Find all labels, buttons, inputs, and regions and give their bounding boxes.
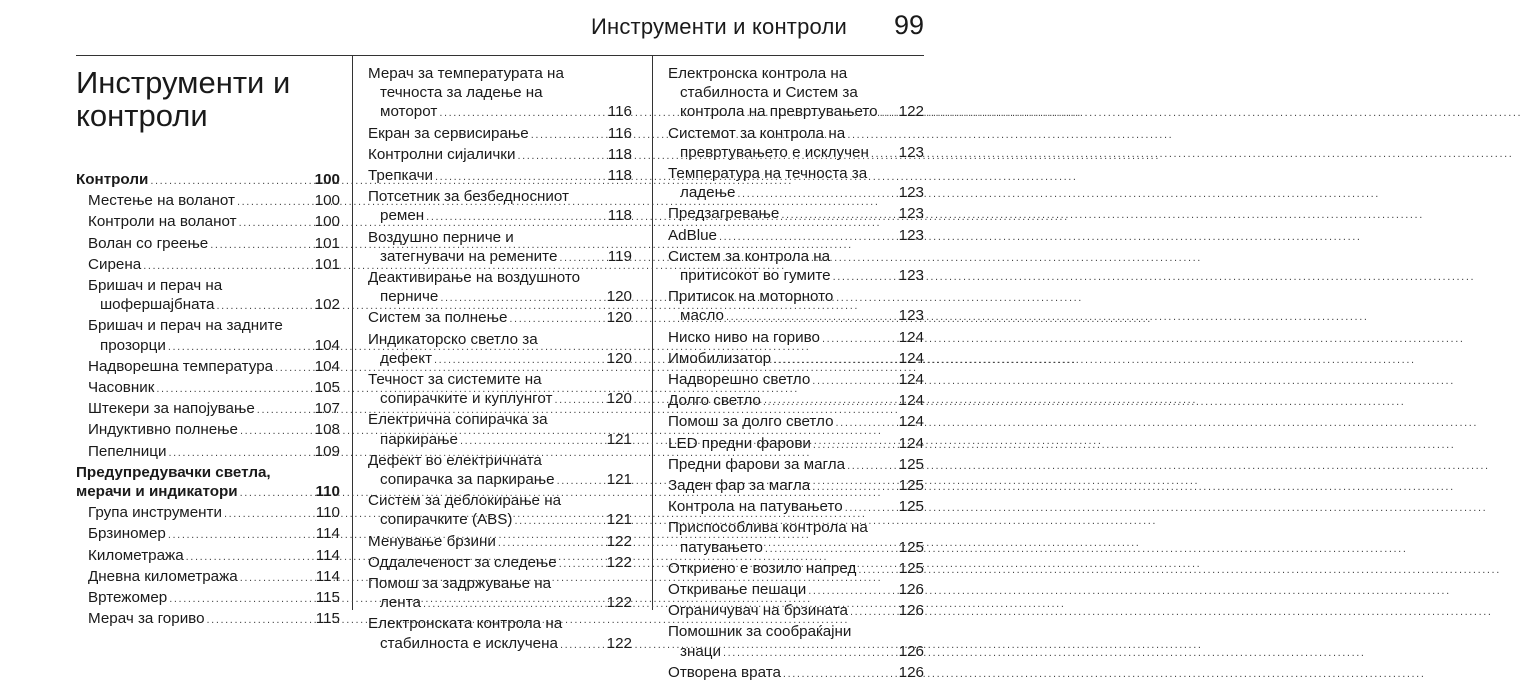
toc-entry-title: Оддалеченост за следење bbox=[368, 553, 557, 571]
toc-page-number: 123 bbox=[898, 226, 924, 244]
toc-column-2 bbox=[368, 64, 632, 655]
toc-entry[interactable] bbox=[668, 124, 924, 164]
toc-page-number: 124 bbox=[898, 371, 924, 389]
toc-entry-title: Притисок на моторното bbox=[668, 288, 834, 306]
toc-entry-title: Штекери за напојување bbox=[88, 400, 255, 418]
toc-entry-title: Часовник bbox=[88, 379, 155, 397]
toc-entry[interactable] bbox=[368, 532, 632, 553]
toc-entry[interactable] bbox=[368, 166, 632, 187]
chapter-title-line: контроли bbox=[76, 98, 208, 133]
toc-page-number: 123 bbox=[898, 267, 924, 285]
toc-entry-title: Местење на воланот bbox=[88, 192, 235, 210]
toc-entry[interactable] bbox=[76, 191, 340, 212]
toc-entry[interactable] bbox=[668, 559, 924, 580]
dot-leader bbox=[168, 444, 312, 463]
dot-leader bbox=[150, 172, 312, 191]
toc-entry[interactable] bbox=[76, 546, 340, 567]
dot-leader bbox=[168, 526, 314, 545]
dot-leader bbox=[763, 393, 897, 412]
dot-leader bbox=[723, 644, 897, 663]
toc-entry-title: Течност за системите на bbox=[368, 371, 542, 389]
dot-leader bbox=[812, 478, 896, 497]
toc-page-number: 124 bbox=[898, 349, 924, 367]
dot-leader bbox=[737, 185, 896, 204]
toc-entry-title: течноста за ладење на bbox=[380, 84, 543, 102]
toc-entry-title: Дефект во електричната bbox=[368, 451, 542, 469]
toc-entry-title: Систем за полнење bbox=[368, 309, 508, 327]
toc-page-number: 107 bbox=[314, 400, 340, 418]
toc-entry[interactable] bbox=[368, 64, 632, 124]
toc-entry[interactable] bbox=[368, 370, 632, 410]
toc-list bbox=[668, 64, 924, 684]
toc-entry[interactable] bbox=[76, 212, 340, 233]
toc-page-number: 119 bbox=[607, 247, 632, 265]
toc-page-number: 109 bbox=[314, 442, 340, 460]
toc-entry-title: Дневна километража bbox=[88, 567, 238, 585]
toc-entry[interactable] bbox=[76, 463, 340, 503]
toc-entry[interactable] bbox=[668, 580, 924, 601]
toc-entry-title: прозорци bbox=[100, 336, 166, 354]
toc-entry-title: Мерач за гориво bbox=[88, 610, 205, 628]
toc-entry-title: масло bbox=[680, 307, 724, 325]
toc-entry[interactable] bbox=[368, 491, 632, 531]
toc-entry-title: Систем за деблокирање на bbox=[368, 492, 562, 510]
dot-leader bbox=[531, 126, 606, 145]
dot-leader bbox=[143, 257, 312, 276]
toc-entry-title: шофершајбната bbox=[100, 296, 215, 314]
dot-leader bbox=[275, 359, 313, 378]
dot-leader bbox=[871, 145, 897, 164]
toc-entry-title: Група инструменти bbox=[88, 504, 222, 522]
toc-entry[interactable] bbox=[668, 476, 924, 497]
dot-leader bbox=[850, 603, 897, 622]
dot-leader bbox=[239, 214, 313, 233]
toc-entry-title: притисокот во гумите bbox=[680, 267, 831, 285]
toc-entry[interactable] bbox=[668, 391, 924, 412]
toc-entry-title: AdBlue bbox=[668, 226, 717, 244]
toc-entry[interactable] bbox=[668, 226, 924, 247]
toc-entry[interactable] bbox=[668, 247, 924, 287]
dot-leader bbox=[207, 611, 314, 630]
toc-entry-title: Помош за задржување на bbox=[368, 575, 552, 593]
toc-page-number: 124 bbox=[898, 434, 924, 452]
dot-leader bbox=[845, 499, 897, 518]
toc-page-number: 100 bbox=[314, 192, 340, 210]
dot-leader bbox=[517, 147, 605, 166]
toc-entry[interactable] bbox=[668, 349, 924, 370]
toc-page-number: 110 bbox=[315, 504, 340, 522]
toc-entry[interactable] bbox=[668, 601, 924, 622]
dot-leader bbox=[557, 472, 605, 491]
toc-page-number: 116 bbox=[607, 103, 632, 121]
toc-page-number: 124 bbox=[898, 413, 924, 431]
dot-leader bbox=[808, 582, 896, 601]
toc-entry[interactable] bbox=[668, 64, 924, 124]
toc-page-number: 120 bbox=[606, 390, 632, 408]
toc-column-1 bbox=[76, 56, 340, 630]
toc-entry-title: Приспособлива контрола на bbox=[668, 519, 868, 537]
toc-page-number: 100 bbox=[314, 213, 340, 231]
toc-entry-title: Контрола на патувањето bbox=[668, 498, 843, 516]
toc-page-number: 118 bbox=[607, 145, 632, 163]
toc-entry-title: Предни фарови за магла bbox=[668, 455, 846, 473]
dot-leader bbox=[559, 555, 605, 574]
toc-page-number: 124 bbox=[898, 328, 924, 346]
toc-entry-title: Имобилизатор bbox=[668, 349, 772, 367]
toc-page-number: 104 bbox=[314, 357, 340, 375]
toc-entry-title: патувањето bbox=[680, 538, 763, 556]
toc-entry-title: Контролни сијалички bbox=[368, 145, 516, 163]
dot-leader bbox=[765, 540, 897, 559]
toc-entry[interactable] bbox=[76, 588, 340, 609]
toc-entry-title: контрола на превртувањето bbox=[680, 103, 878, 121]
dot-leader bbox=[210, 236, 312, 255]
toc-entry-title: Пепелници bbox=[88, 442, 167, 460]
dot-leader bbox=[168, 338, 313, 357]
dot-leader bbox=[257, 401, 313, 420]
toc-page-number: 101 bbox=[314, 255, 340, 273]
toc-entry-title: Вртежомер bbox=[88, 589, 168, 607]
dot-leader bbox=[237, 193, 313, 212]
toc-page-number: 116 bbox=[607, 124, 632, 142]
toc-entry-title: Мерач за температурата на bbox=[368, 65, 564, 82]
toc-entry[interactable] bbox=[76, 567, 340, 588]
toc-page-number: 104 bbox=[314, 336, 340, 354]
toc-page-number: 123 bbox=[898, 184, 924, 202]
toc-page-number: 125 bbox=[898, 559, 924, 577]
toc-list bbox=[368, 64, 632, 655]
toc-entry-title: LED предни фарови bbox=[668, 434, 811, 452]
toc-entry[interactable] bbox=[368, 410, 632, 450]
toc-entry[interactable] bbox=[668, 663, 924, 684]
toc-entry[interactable] bbox=[76, 234, 340, 255]
dot-leader bbox=[813, 436, 897, 455]
toc-page-number: 123 bbox=[898, 205, 924, 223]
toc-entry[interactable] bbox=[668, 518, 924, 558]
toc-entry[interactable] bbox=[76, 357, 340, 378]
toc-entry-title: Потсетник за безбедносниот bbox=[368, 188, 569, 206]
toc-page-number: 126 bbox=[898, 602, 924, 620]
toc-list bbox=[76, 170, 340, 630]
dot-leader bbox=[156, 380, 312, 399]
dot-leader bbox=[169, 590, 314, 609]
toc-entry-title: Откривање пешаци bbox=[668, 581, 807, 599]
toc-entry[interactable] bbox=[368, 308, 632, 329]
toc-entry-title: Температура на течноста за bbox=[668, 165, 868, 183]
toc-entry[interactable] bbox=[368, 451, 632, 491]
toc-entry-title: стабилноста е исклучена bbox=[380, 634, 558, 652]
dot-leader bbox=[498, 534, 605, 553]
dot-leader bbox=[240, 422, 313, 441]
dot-leader bbox=[836, 414, 897, 433]
dot-leader bbox=[434, 351, 605, 370]
toc-entry[interactable] bbox=[368, 574, 632, 614]
toc-entry[interactable] bbox=[668, 328, 924, 349]
toc-entry-title: Електронската контрола на bbox=[368, 615, 563, 633]
toc-entry[interactable] bbox=[668, 204, 924, 225]
toc-page-number: 121 bbox=[606, 511, 632, 529]
toc-page-number: 108 bbox=[314, 421, 340, 439]
toc-entry-title: Индуктивно полнење bbox=[88, 421, 238, 439]
toc-page-number: 120 bbox=[606, 349, 632, 367]
toc-page-number: 114 bbox=[315, 567, 340, 585]
toc-page-number: 125 bbox=[898, 538, 924, 556]
toc-entry-title: знаци bbox=[680, 642, 721, 660]
toc-entry[interactable] bbox=[368, 187, 632, 227]
dot-leader bbox=[833, 268, 897, 287]
running-header-title: Инструменти и контроли bbox=[590, 14, 847, 39]
toc-page-number: 122 bbox=[898, 103, 924, 121]
dot-leader bbox=[426, 208, 606, 227]
toc-page-number: 115 bbox=[315, 610, 340, 628]
toc-entry[interactable] bbox=[368, 268, 632, 308]
page-number: 99 bbox=[893, 10, 924, 40]
toc-entry-title: Волан со греење bbox=[88, 234, 209, 252]
toc-entry[interactable] bbox=[76, 609, 340, 630]
toc-entry[interactable] bbox=[668, 164, 924, 204]
toc-page-number: 126 bbox=[898, 581, 924, 599]
dot-leader bbox=[858, 561, 896, 580]
toc-entry-title: Индикаторско светло за bbox=[368, 330, 538, 348]
toc-entry[interactable] bbox=[76, 378, 340, 399]
dot-leader bbox=[240, 569, 314, 588]
toc-entry-title: Системот за контрола на bbox=[668, 124, 846, 142]
toc-entry[interactable] bbox=[368, 553, 632, 574]
dot-leader bbox=[460, 432, 605, 451]
toc-page-number: 120 bbox=[606, 288, 632, 306]
dot-leader bbox=[423, 595, 605, 614]
toc-page-number: 100 bbox=[314, 171, 340, 188]
toc-page-number: 125 bbox=[898, 498, 924, 516]
column-divider bbox=[352, 56, 353, 610]
dot-leader bbox=[509, 310, 604, 329]
toc-entry[interactable] bbox=[368, 228, 632, 268]
toc-page-number: 114 bbox=[315, 546, 340, 564]
toc-entry-title: Деактивирање на воздушното bbox=[368, 269, 581, 287]
toc-entry-title: Километража bbox=[88, 546, 184, 564]
toc-entry-title: стабилноста и Систем за bbox=[680, 84, 858, 102]
dot-leader bbox=[560, 636, 605, 655]
toc-entry-title: Заден фар за магла bbox=[668, 477, 811, 495]
chapter-title bbox=[76, 66, 340, 132]
dot-leader bbox=[880, 104, 897, 123]
toc-entry-title: Брзиномер bbox=[88, 525, 166, 543]
toc-entry-title: Бришач и перач на bbox=[88, 277, 223, 295]
dot-leader bbox=[224, 505, 314, 524]
toc-entry-title: Контроли bbox=[76, 171, 149, 188]
toc-entry-title: Воздушно перниче и bbox=[368, 228, 514, 246]
dot-leader bbox=[439, 104, 605, 123]
toc-entry[interactable] bbox=[368, 145, 632, 166]
toc-entry-title: Контроли на воланот bbox=[88, 213, 237, 231]
dot-leader bbox=[726, 308, 897, 327]
toc-entry-title: сопирачките (ABS) bbox=[380, 511, 513, 529]
toc-entry-title: Трепкачи bbox=[368, 167, 434, 185]
toc-page-number: 126 bbox=[898, 663, 924, 681]
toc-entry[interactable] bbox=[368, 614, 632, 654]
toc-entry-title: моторот bbox=[380, 103, 438, 121]
dot-leader bbox=[847, 457, 897, 476]
toc-page-number: 121 bbox=[606, 430, 632, 448]
dot-leader bbox=[783, 665, 897, 684]
toc-entry[interactable] bbox=[76, 524, 340, 545]
toc-entry[interactable] bbox=[668, 412, 924, 433]
toc-entry[interactable] bbox=[76, 316, 340, 356]
chapter-title-line: Инструменти и bbox=[76, 65, 291, 100]
dot-leader bbox=[719, 228, 897, 247]
toc-page-number: 125 bbox=[898, 455, 924, 473]
toc-entry-title: мерачи и индикатори bbox=[76, 483, 238, 501]
toc-entry[interactable] bbox=[668, 287, 924, 327]
toc-entry-title: Помош за долго светло bbox=[668, 413, 834, 431]
toc-entry[interactable] bbox=[668, 497, 924, 518]
toc-entry-title: ремен bbox=[380, 207, 425, 225]
toc-entry[interactable] bbox=[76, 276, 340, 316]
toc-entry-title: Сирена bbox=[88, 255, 142, 273]
toc-entry[interactable] bbox=[76, 442, 340, 463]
toc-entry-title: перниче bbox=[380, 288, 439, 306]
toc-entry[interactable] bbox=[76, 420, 340, 441]
toc-page-number: 110 bbox=[315, 483, 340, 501]
dot-leader bbox=[822, 330, 897, 349]
toc-entry-title: ладење bbox=[680, 184, 736, 202]
toc-page-number: 123 bbox=[898, 143, 924, 161]
toc-entry-title: Електрична сопирачка за bbox=[368, 411, 548, 429]
toc-page-number: 122 bbox=[606, 634, 632, 652]
toc-entry-title: лента bbox=[380, 594, 421, 612]
toc-entry-title: Ниско ниво на гориво bbox=[668, 328, 820, 346]
toc-entry-title: Менување брзини bbox=[368, 532, 496, 550]
toc-entry-title: Предзагревање bbox=[668, 205, 780, 223]
toc-entry-title: Отворена врата bbox=[668, 663, 781, 681]
dot-leader bbox=[216, 297, 312, 316]
toc-entry[interactable] bbox=[368, 124, 632, 145]
toc-entry-title: Помошник за сообраќајни bbox=[668, 623, 852, 641]
toc-page-number: 101 bbox=[314, 234, 340, 252]
toc-entry-title: Надворешно светло bbox=[668, 371, 811, 389]
toc-page-number: 122 bbox=[606, 553, 632, 571]
dot-leader bbox=[773, 351, 897, 370]
toc-entry[interactable] bbox=[668, 370, 924, 391]
toc-entry-title: затегнувачи на ремените bbox=[380, 247, 558, 265]
toc-entry[interactable] bbox=[668, 434, 924, 455]
toc-page-number: 118 bbox=[607, 207, 632, 225]
toc-entry[interactable] bbox=[76, 255, 340, 276]
toc-entry-title: сопирачка за паркирање bbox=[380, 471, 555, 489]
toc-entry-title: Долго светло bbox=[668, 392, 761, 410]
page-header bbox=[0, 0, 960, 56]
toc-page-number: 114 bbox=[315, 525, 340, 543]
dot-leader bbox=[435, 168, 606, 187]
toc-entry-title: Предупредувачки светла, bbox=[76, 463, 271, 481]
toc-entry[interactable] bbox=[668, 455, 924, 476]
toc-page-number: 118 bbox=[607, 167, 632, 185]
dot-leader bbox=[559, 249, 605, 268]
toc-page-number: 126 bbox=[898, 642, 924, 660]
toc-entry-title: превртувањето е исклучен bbox=[680, 143, 869, 161]
toc-entry[interactable] bbox=[368, 330, 632, 370]
dot-leader bbox=[812, 372, 896, 391]
toc-entry-title: сопирачките и куплунгот bbox=[380, 390, 553, 408]
toc-entry-title: Бришач и перач на задните bbox=[88, 317, 283, 335]
dot-leader bbox=[554, 391, 604, 410]
toc-page-number: 123 bbox=[898, 307, 924, 325]
toc-entry-title: паркирање bbox=[380, 430, 458, 448]
dot-leader bbox=[186, 548, 314, 567]
toc-page-number: 124 bbox=[898, 392, 924, 410]
toc-entry[interactable] bbox=[76, 503, 340, 524]
toc-entry[interactable] bbox=[76, 399, 340, 420]
toc-page-number: 121 bbox=[606, 471, 632, 489]
toc-entry[interactable] bbox=[668, 622, 924, 662]
toc-entry-title: Откриено е возило напред bbox=[668, 559, 857, 577]
toc-entry-title: Систем за контрола на bbox=[668, 247, 831, 265]
toc-column-3 bbox=[668, 64, 924, 684]
toc-page-number: 122 bbox=[606, 594, 632, 612]
toc-entry-title: дефект bbox=[380, 349, 433, 367]
toc-page-number: 105 bbox=[314, 379, 340, 397]
toc-entry-title: Надворешна температура bbox=[88, 357, 274, 375]
toc-page-number: 120 bbox=[606, 309, 632, 327]
toc-entry[interactable] bbox=[76, 170, 340, 191]
toc-page-number: 122 bbox=[606, 532, 632, 550]
dot-leader bbox=[240, 484, 314, 503]
dot-leader bbox=[440, 289, 604, 308]
dot-leader bbox=[781, 206, 896, 225]
toc-page-number: 102 bbox=[314, 296, 340, 314]
toc-entry-title: Екран за сервисирање bbox=[368, 124, 529, 142]
toc-entry-title: Ограничувач на брзината bbox=[668, 602, 848, 620]
toc-entry-title: Електронска контрола на bbox=[668, 65, 848, 82]
toc-page-number: 115 bbox=[315, 589, 340, 607]
dot-leader bbox=[514, 512, 604, 531]
toc-page-number: 125 bbox=[898, 477, 924, 495]
